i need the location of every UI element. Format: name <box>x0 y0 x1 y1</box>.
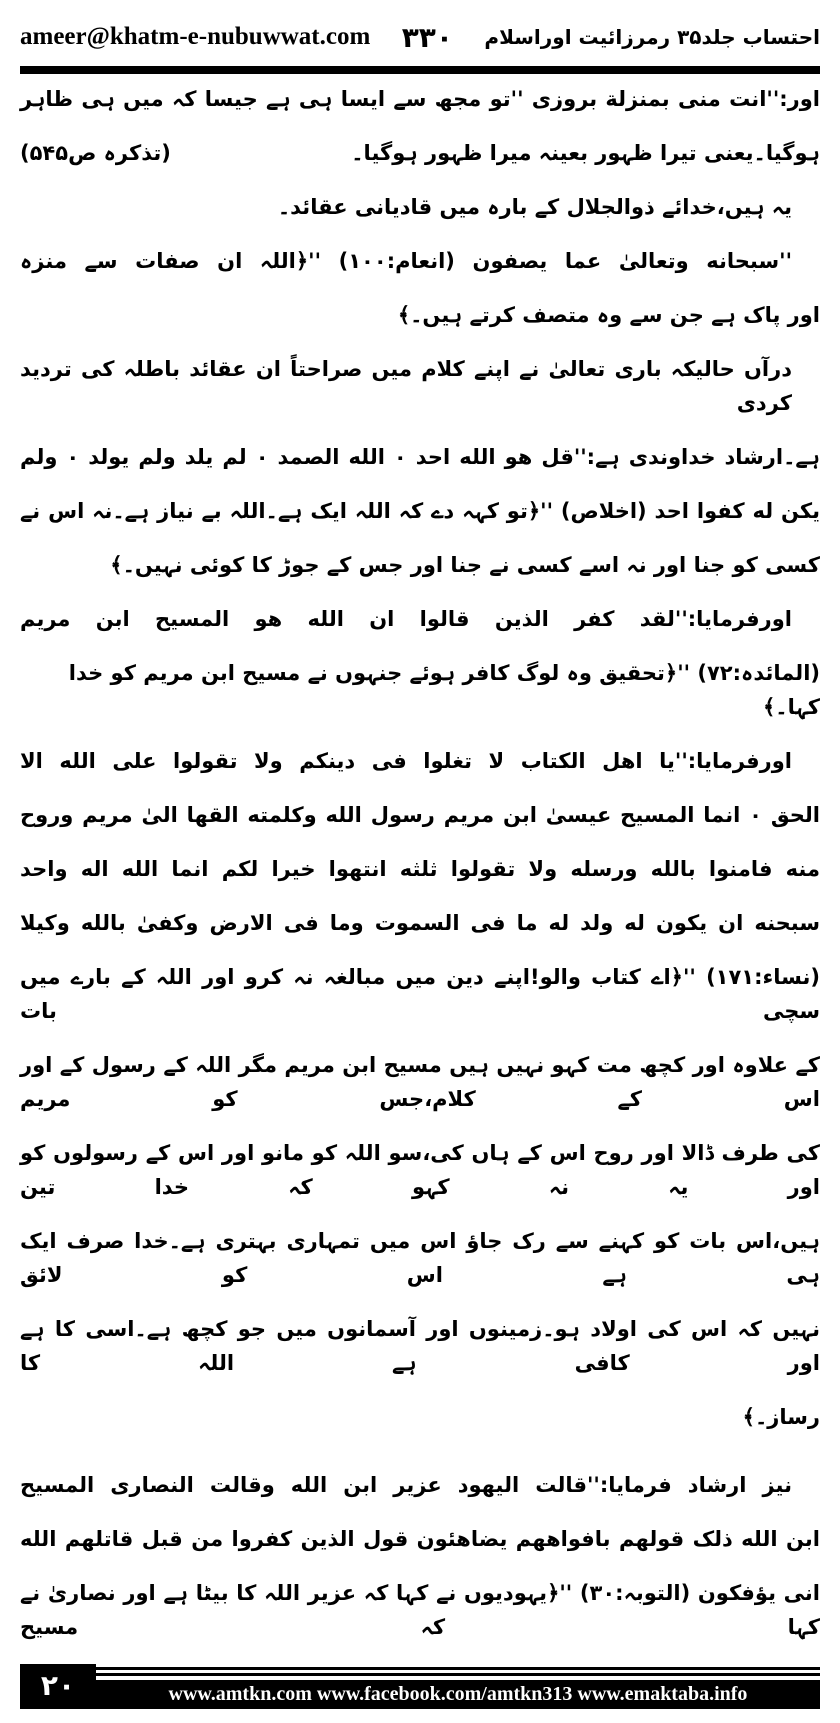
text-line: ہیں،اس بات کو کہنے سے رک جاؤ اس میں تمہاری بہتری ہے۔خدا صرف ایک ہی ہے اس کو لائق <box>20 1229 820 1287</box>
header-email: ameer@khatm-e-nubuwwat.com <box>20 23 371 50</box>
text-line: ہوگیا۔یعنی تیرا ظہور بعینہ میرا ظہور ہوگیا۔ <box>351 141 820 165</box>
text-line: سبحنه ان یکون له ولد له ما فی السموت وما فی الارض وکفیٰ بالله وکیلا <box>20 911 820 935</box>
text-line: رساز۔﴾ <box>742 1405 820 1429</box>
text-line: (المائدہ:۷۲) ''﴿تحقیق وہ لوگ کافر ہوئے جنہوں نے مسیح ابن مریم کو خدا کہا۔﴾ <box>68 661 820 719</box>
text-line: اور پاک ہے جن سے وہ متصف کرتے ہیں۔﴾ <box>397 303 820 327</box>
text-line: ابن الله ذلک قولهم بافواههم یضاهئون قول الذین کفروا من قبل قاتلهم الله <box>20 1527 820 1551</box>
text-line: اورفرمایا:''لقد کفر الذین قالوا ان الله هو المسیح ابن مریم <box>20 607 792 631</box>
text-line: کی طرف ڈالا اور روح اس کے ہاں کی،سو اللہ کو مانو اور اس کے رسولوں کو اور یہ نہ کہو کہ خدا تین <box>20 1141 820 1199</box>
text-line: یکن له کفوا احد (اخلاص) ''﴿تو کہہ دے کہ اللہ ایک ہے۔اللہ بے نیاز ہے۔نہ اس نے <box>20 499 820 523</box>
text-line: کسی کو جنا اور نہ اسے کسی نے جنا اور جس کے جوڑ کا کوئی نہیں۔﴾ <box>110 553 820 577</box>
reference-citation: (تذکرہ ص۵۴۵) <box>20 141 171 165</box>
text-line: یہ ہیں،خدائے ذوالجلال کے بارہ میں قادیانی عقائد۔ <box>277 195 792 219</box>
text-line: اورفرمایا:''یا اهل الکتاب لا تغلوا فی دینکم ولا تقولوا علی الله الا <box>20 749 792 773</box>
text-line: نیز ارشاد فرمایا:''قالت الیهود عزیر ابن الله وقالت النصاری المسیح <box>20 1473 792 1497</box>
text-line: الحق ۰ انما المسیح عیسیٰ ابن مریم رسول الله وکلمته القها الیٰ مریم وروح <box>20 803 820 827</box>
text-line: (نساء:۱۷۱) ''﴿اے کتاب والو!اپنے دین میں مبالغہ نہ کرو اور اللہ کے بارے میں سچی بات <box>20 965 820 1023</box>
header-rule <box>20 66 820 74</box>
text-line: انی یؤفکون (التوبہ:۳۰) ''﴿یہودیوں نے کہا کہ عزیر اللہ کا بیٹا ہے اور نصاریٰ نے کہا کہ مسیح <box>20 1581 820 1639</box>
page-footer <box>20 1664 820 1709</box>
page-body <box>20 82 820 1644</box>
footer-rule <box>96 1667 820 1670</box>
text-line: نہیں کہ اس کی اولاد ہو۔زمینوں اور آسمانوں میں جو کچھ ہے۔اسی کا ہے اور کافی ہے اللہ کا <box>20 1317 820 1375</box>
text-line: درآں حالیکہ باری تعالیٰ نے اپنے کلام میں صراحتاً ان عقائد باطلہ کی تردید کردی <box>20 357 792 415</box>
text-line: ہے۔ارشاد خداوندی ہے:''قل هو الله احد ۰ الله الصمد ۰ لم یلد ولم یولد ۰ ولم <box>20 445 820 469</box>
header-page-number: ۳۳۰ <box>401 20 453 54</box>
text-line: ''سبحانه وتعالیٰ عما یصفون (انعام:۱۰۰) ''﴿اللہ ان صفات سے منزہ <box>20 249 792 273</box>
footer-websites: www.amtkn.com www.facebook.com/amtkn313 www.emaktaba.info <box>96 1680 820 1709</box>
footer-rule <box>96 1673 820 1676</box>
text-line: منه فامنوا بالله ورسله ولا تقولوا ثلثه انتهوا خیرا لکم انما الله اله واحد <box>20 857 820 881</box>
text-line-with-reference <box>20 136 820 170</box>
text-line: اور:''انت منی بمنزلة بروزی ''تو مجھ سے ایسا ہی ہے جیسا کہ میں ہی ظاہر <box>20 87 820 111</box>
footer-right <box>96 1664 820 1709</box>
header-book-title: احتساب جلد۳۵ رمرزائیت اوراسلام <box>484 25 820 49</box>
footer-page-number: ۲۰ <box>20 1664 96 1709</box>
text-line: کے علاوہ اور کچھ مت کہو نہیں ہیں مسیح ابن مریم مگر اللہ کے رسول کے اور اس کے کلام،جس کو مریم <box>20 1053 820 1111</box>
page-header <box>20 12 820 62</box>
